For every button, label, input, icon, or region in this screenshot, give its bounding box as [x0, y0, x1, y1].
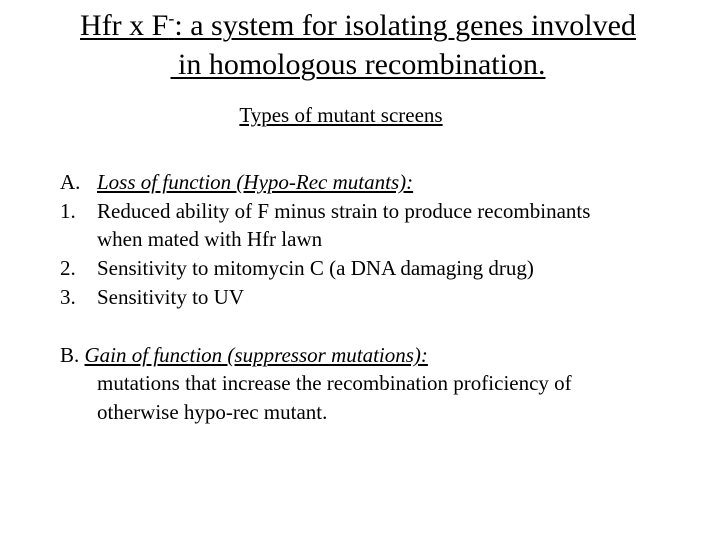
- list-item-3-text: Sensitivity to UV: [97, 285, 245, 309]
- section-b-prefix: B.: [60, 343, 85, 367]
- list-item-1-text-line1: Reduced ability of F minus strain to produce recombinants: [97, 199, 591, 223]
- list-item-2-marker: 2.: [60, 256, 76, 280]
- section-b-text-line2: otherwise hypo-rec mutant.: [97, 400, 328, 424]
- section-b-body-line1: [0, 369, 720, 397]
- list-item-2-text: Sensitivity to mitomycin C (a DNA damaging drug): [97, 256, 534, 280]
- section-b-body-line2: [0, 398, 720, 426]
- list-item-1-marker: 1.: [60, 199, 76, 223]
- title-superscript: -: [168, 8, 175, 28]
- title-text-part1: Hfr x F: [80, 9, 169, 42]
- section-a-marker: A.: [60, 170, 81, 194]
- list-item-1-text-line2: when mated with Hfr lawn: [97, 227, 323, 251]
- section-b-heading-row: [0, 341, 720, 369]
- title-text-line2: in homologous recombination.: [170, 48, 546, 81]
- list-item-3: [0, 283, 720, 311]
- subtitle: Types of mutant screens: [239, 103, 443, 127]
- section-a-heading-row: [0, 168, 720, 196]
- slide-title: [0, 8, 716, 83]
- list-item-1-continuation: [0, 225, 720, 253]
- list-item-1: [0, 197, 720, 225]
- list-item-3-marker: 3.: [60, 285, 76, 309]
- section-b-heading: Gain of function (suppressor mutations):: [84, 343, 428, 367]
- section-b-heading-wrap: [60, 341, 428, 369]
- title-text-part2: : a system for isolating genes involved: [174, 9, 636, 42]
- section-a-heading: Loss of function (Hypo-Rec mutants):: [97, 170, 414, 194]
- list-item-2: [0, 254, 720, 282]
- section-b-text-line1: mutations that increase the recombination proficiency of: [97, 371, 572, 395]
